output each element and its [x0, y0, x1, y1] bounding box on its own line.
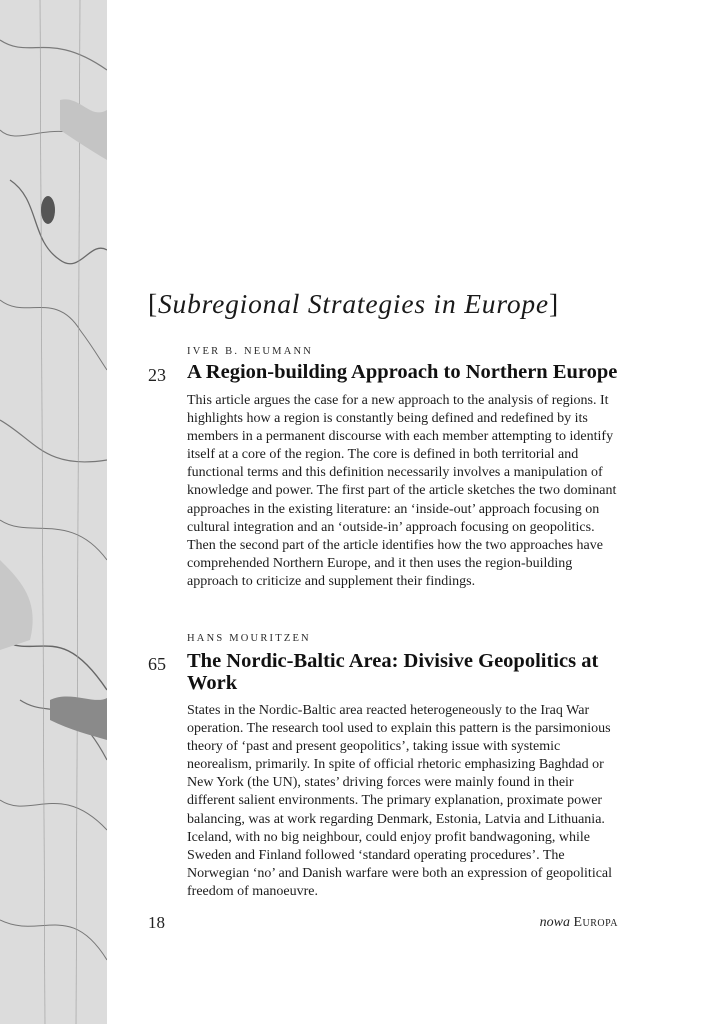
section-title-text: Subregional Strategies in Europe: [157, 288, 549, 319]
map-illustration-strip: [0, 0, 107, 1024]
article-2-author: HANS MOURITZEN: [187, 633, 311, 644]
article-2-page: 65: [148, 654, 166, 674]
journal-word-2: Europa: [573, 915, 618, 930]
section-title: [148, 288, 628, 320]
page-folio: 18: [148, 913, 165, 932]
article-1-author: IVER B. NEUMANN: [187, 346, 314, 357]
map-illustration: [0, 0, 107, 1024]
bracket-close: ]: [548, 288, 559, 319]
bracket-open: [: [148, 288, 158, 319]
article-1-title: A Region-building Approach to Northern Europe: [187, 361, 618, 383]
article-1-page: 23: [148, 365, 166, 385]
article-2-abstract: States in the Nordic-Baltic area reacted heterogeneously to the Iraq War operation. The research tool used to explain this pattern is the parsimonious theory of ‘past and present geopolitics’, taking issue with systemic neorealism, primarily. In spite of official rhetoric emphasizing Baghdad or New York (the UN), states’ driving forces were mainly found in their different salient environments. The primary explanation, proximate power balancing, was at work regarding Denmark, Estonia, Latvia and Lithuania. Iceland, with no big neighbour, could enjoy profit bandwagoning, while Sweden and Finland followed ‘standard operating procedures’. The Norwegian ‘no’ and Danish warfare were both an expression of geopolitical freedom of manoeuvre.: [187, 703, 613, 899]
article-1-abstract: This article argues the case for a new approach to the analysis of regions. It highlights how a region is constantly being defined and redefined by its members in a permanent discourse with each member attempting to identify itself at a core of the region. The core is defined in both territorial and functional terms and this definition necessarily involves a manipulation of knowledge and power. The first part of the article sketches the two dominant approaches in the existing literature: an ‘inside-out’ approach focusing on cultural integration and an ‘outside-in’ approach focusing on geopolitics. Then the second part of the article identifies how the two approaches have comprehended Northern Europe, and it then uses the region-building approach to criticize and supplement their findings.: [187, 393, 617, 589]
article-2-title: The Nordic-Baltic Area: Divisive Geopolitics at Work: [187, 650, 599, 694]
journal-name: [540, 915, 618, 931]
journal-word-1: nowa: [539, 915, 570, 930]
